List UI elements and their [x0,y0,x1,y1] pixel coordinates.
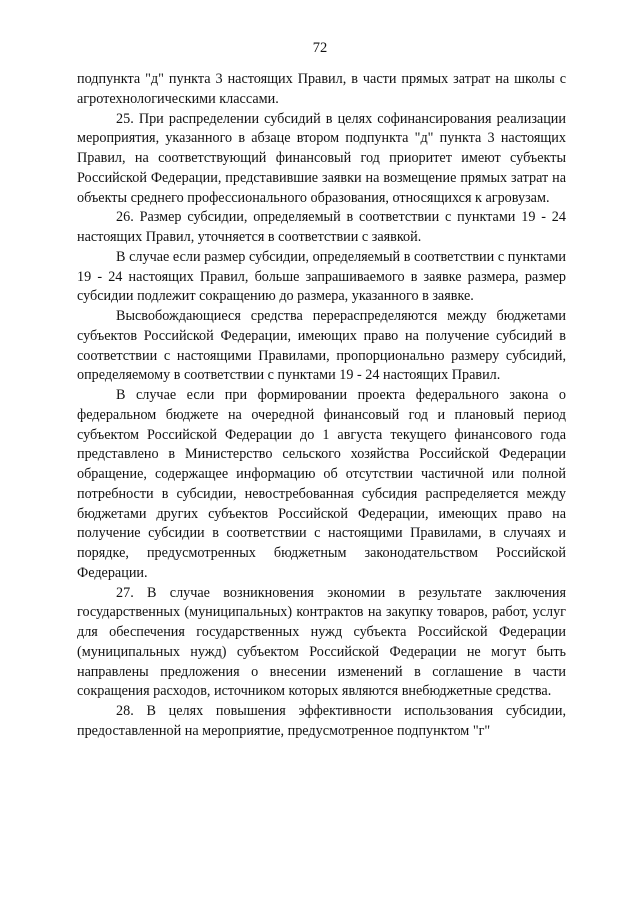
paragraph-continuation: подпункта "д" пункта 3 настоящих Правил, в части прямых затрат на школы с агротехнологическими классами. [77,71,566,107]
paragraph-25: 25. При распределении субсидий в целях софинансирования реализации мероприятия, указанного в абзаце втором подпункта "д" пункта 3 настоящих Правил, на соответствующий финансовый год приоритет имеют субъекты Российской Федерации, представившие заявки на возмещение прямых затрат на объекты среднего профессионального образования, относящихся к агровузам. [77,110,566,206]
document-body [77,70,566,742]
paragraph-28: 28. В целях повышения эффективности использования субсидии, предоставленной на мероприятие, предусмотренное подпунктом "г" [77,703,566,739]
paragraph-26-unclaimed-subsidy: В случае если при формировании проекта федерального закона о федеральном бюджете на очередной финансовый год и плановый период субъектом Российской Федерации до 1 августа текущего финансового года представлено в Министерство сельского хозяйства Российской Федерации обращение, содержащее информацию об отсутствии частичной или полной потребности в субсидии, невостребованная субсидия распределяется между бюджетами других субъектов Российской Федерации, имеющих право на получение субсидии в соответствии с настоящими Правилами, в случаях и порядке, предусмотренных бюджетным законодательством Российской Федерации. [77,387,566,581]
paragraph-26-redistribution: Высвобождающиеся средства перераспределяются между бюджетами субъектов Российской Федерации, имеющих право на получение субсидий в соответствии с настоящими Правилами, пропорционально размеру субсидий, определяемому в соответствии с пунктами 19 - 24 настоящих Правил. [77,308,566,384]
paragraph-27: 27. В случае возникновения экономии в результате заключения государственных (муниципальных) контрактов на закупку товаров, работ, услуг для обеспечения государственных нужд субъекта Российской Федерации (муниципальных нужд) субъектом Российской Федерации не могут быть направлены предложения о внесении изменений в соглашение в части сокращения расходов, источником которых являются внебюджетные средства. [77,584,566,700]
paragraph-26-excess-case: В случае если размер субсидии, определяемый в соответствии с пунктами 19 - 24 настоящих Правил, больше запрашиваемого в заявке размера, размер субсидии подлежит сокращению до размера, указанного в заявке. [77,248,566,305]
page-number: 72 [312,40,328,56]
paragraph-26: 26. Размер субсидии, определяемый в соответствии с пунктами 19 - 24 настоящих Правил, уточняется в соответствии с заявкой. [77,209,566,245]
